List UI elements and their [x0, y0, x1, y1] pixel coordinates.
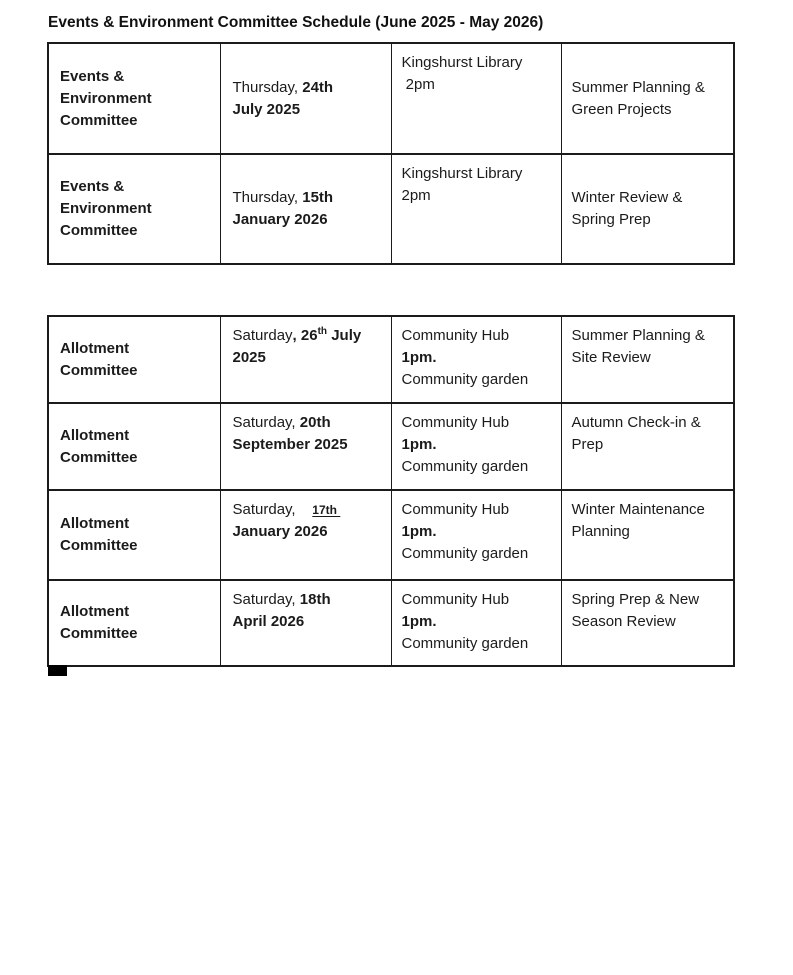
location-cell: Community Hub 1pm. Community garden: [391, 316, 561, 403]
table-row: [48, 490, 734, 580]
committee-cell: Allotment Committee: [48, 580, 220, 666]
date-cell: Saturday, 26th July 2025: [220, 316, 391, 403]
purpose-cell: Winter Review & Spring Prep: [561, 154, 734, 264]
location-cell: Community Hub 1pm. Community garden: [391, 490, 561, 580]
table-row: [48, 580, 734, 666]
table-row: [48, 316, 734, 403]
location-cell: Kingshurst Library 2pm: [391, 154, 561, 264]
committee-cell: Events & Environment Committee: [48, 154, 220, 264]
text-cursor-block: [48, 665, 67, 676]
purpose-cell: Summer Planning & Green Projects: [561, 43, 734, 154]
document-title: Events & Environment Committee Schedule (June 2025 - May 2026): [48, 14, 544, 31]
allotment-committee-table: [47, 315, 735, 667]
date-cell: Thursday, 15th January 2026: [220, 154, 391, 264]
committee-cell: Allotment Committee: [48, 316, 220, 403]
location-cell: Community Hub 1pm. Community garden: [391, 580, 561, 666]
committee-cell: Allotment Committee: [48, 490, 220, 580]
date-cell: Saturday, 20th September 2025: [220, 403, 391, 490]
date-cell: Thursday, 24th July 2025: [220, 43, 391, 154]
events-committee-table: [47, 42, 735, 265]
table-row: [48, 154, 734, 264]
committee-cell: Events & Environment Committee: [48, 43, 220, 154]
purpose-cell: Summer Planning & Site Review: [561, 316, 734, 403]
purpose-cell: Autumn Check-in & Prep: [561, 403, 734, 490]
table-row: [48, 403, 734, 490]
purpose-cell: Winter Maintenance Planning: [561, 490, 734, 580]
committee-cell: Allotment Committee: [48, 403, 220, 490]
location-cell: Community Hub 1pm. Community garden: [391, 403, 561, 490]
purpose-cell: Spring Prep & New Season Review: [561, 580, 734, 666]
table-row: [48, 43, 734, 154]
location-cell: Kingshurst Library 2pm: [391, 43, 561, 154]
date-cell: Saturday, 17th January 2026: [220, 490, 391, 580]
date-cell: Saturday, 18th April 2026: [220, 580, 391, 666]
